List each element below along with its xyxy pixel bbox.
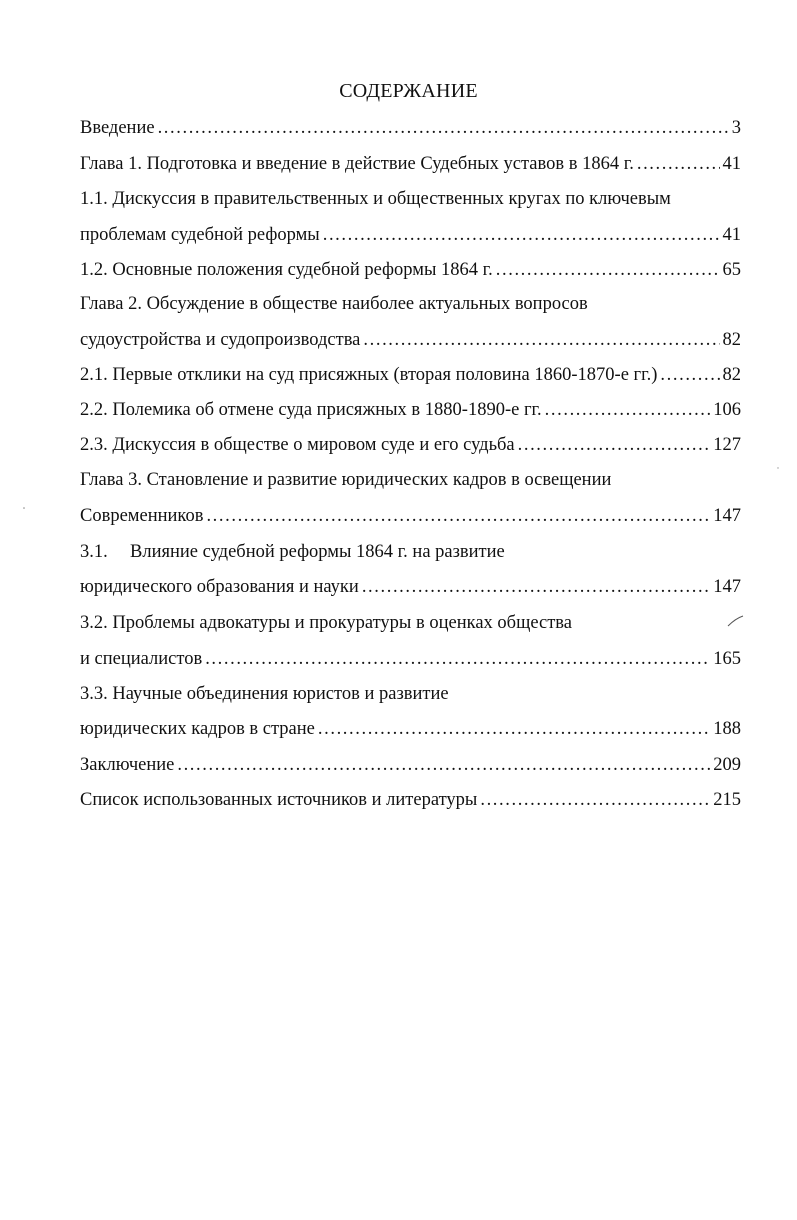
toc-entry-section-1-1-cont	[80, 222, 741, 248]
toc-leader-dots	[637, 151, 720, 177]
toc-entry-chapter-1	[80, 151, 741, 177]
scan-dust-mark	[776, 466, 780, 470]
toc-entry-conclusion	[80, 752, 741, 778]
toc-entry-page: 41	[722, 225, 741, 245]
toc-entry-page: 82	[722, 330, 741, 350]
toc-entry-chapter-2	[80, 291, 741, 317]
toc-entry-page: 209	[713, 755, 741, 775]
toc-leader-dots	[206, 503, 710, 529]
toc-entry-page: 147	[713, 577, 741, 597]
toc-entry-page: 188	[713, 719, 741, 739]
toc-entry-text: Глава 3. Становление и развитие юридических кадров в освещении	[80, 470, 612, 490]
toc-leader-dots	[363, 327, 719, 353]
toc-leader-dots	[318, 716, 710, 742]
toc-entry-text: Современников	[80, 506, 204, 526]
toc-entry-text: судоустройства и судопроизводства	[80, 330, 361, 350]
toc-entry-page: 41	[722, 154, 741, 174]
toc-entry-page: 106	[713, 400, 741, 420]
toc-entry-chapter-3	[80, 467, 741, 493]
toc-entry-text: 3.3. Научные объединения юристов и развитие	[80, 684, 449, 704]
toc-entry-section-3-2	[80, 610, 741, 636]
toc-entry-bibliography	[80, 787, 741, 813]
toc-entry-section-3-3	[80, 681, 741, 707]
toc-entry-introduction	[80, 115, 741, 141]
toc-entry-text: юридического образования и науки	[80, 577, 359, 597]
toc-title: СОДЕРЖАНИЕ	[339, 80, 478, 102]
toc-section-number: 3.1.	[80, 542, 108, 562]
toc-entry-section-1-1	[80, 186, 741, 212]
toc-entry-page: 147	[713, 506, 741, 526]
toc-entry-chapter-3-cont	[80, 503, 741, 529]
toc-leader-dots	[480, 787, 710, 813]
toc-entry-page: 165	[713, 649, 741, 669]
toc-entry-text: Влияние судебной реформы 1864 г. на развитие	[130, 542, 505, 562]
toc-entry-text: 3.2. Проблемы адвокатуры и прокуратуры в оценках общества	[80, 613, 572, 633]
toc-leader-dots	[518, 432, 711, 458]
toc-entry-text: Глава 2. Обсуждение в обществе наиболее актуальных вопросов	[80, 294, 588, 314]
toc-entry-page: 215	[713, 790, 741, 810]
toc-leader-dots	[660, 362, 719, 388]
toc-entry-text: Введение	[80, 118, 155, 138]
toc-entry-chapter-2-cont	[80, 327, 741, 353]
scan-dust-mark	[22, 506, 26, 510]
toc-leader-dots	[323, 222, 720, 248]
toc-entry-text: 1.1. Дискуссия в правительственных и общественных кругах по ключевым	[80, 189, 671, 209]
toc-leader-dots	[545, 397, 711, 423]
toc-entry-section-2-1	[80, 362, 741, 388]
toc-entry-section-2-2	[80, 397, 741, 423]
toc-leader-dots	[205, 646, 710, 672]
toc-leader-dots	[496, 257, 720, 283]
toc-entry-text: Заключение	[80, 755, 175, 775]
toc-leader-dots	[158, 115, 729, 141]
toc-entry-section-3-1	[80, 539, 741, 565]
toc-entry-section-1-2	[80, 257, 741, 283]
toc-entry-page: 82	[722, 365, 741, 385]
toc-entry-page: 127	[713, 435, 741, 455]
toc-entry-section-3-1-cont	[80, 574, 741, 600]
toc-entry-text: 2.3. Дискуссия в обществе о мировом суде и его судьба	[80, 435, 515, 455]
toc-entry-text: 1.2. Основные положения судебной реформы 1864 г.	[80, 260, 493, 280]
toc-entry-text: Глава 1. Подготовка и введение в действие Судебных уставов в 1864 г.	[80, 154, 634, 174]
toc-leader-dots	[177, 752, 710, 778]
toc-entry-section-3-3-cont	[80, 716, 741, 742]
toc-entry-section-2-3	[80, 432, 741, 458]
toc-entry-section-3-2-cont	[80, 646, 741, 672]
toc-entry-text: юридических кадров в стране	[80, 719, 315, 739]
toc-leader-dots	[362, 574, 710, 600]
toc-entry-text: и специалистов	[80, 649, 203, 669]
toc-entry-text: проблемам судебной реформы	[80, 225, 320, 245]
toc-entry-text: 2.1. Первые отклики на суд присяжных (вторая половина 1860-1870-е гг.)	[80, 365, 658, 385]
toc-entry-page: 65	[722, 260, 741, 280]
toc-entry-text: Список использованных источников и литературы	[80, 790, 478, 810]
pen-stroke-mark	[727, 614, 745, 628]
toc-entry-page: 3	[731, 118, 741, 138]
toc-entry-text: 2.2. Полемика об отмене суда присяжных в 1880-1890-е гг.	[80, 400, 542, 420]
